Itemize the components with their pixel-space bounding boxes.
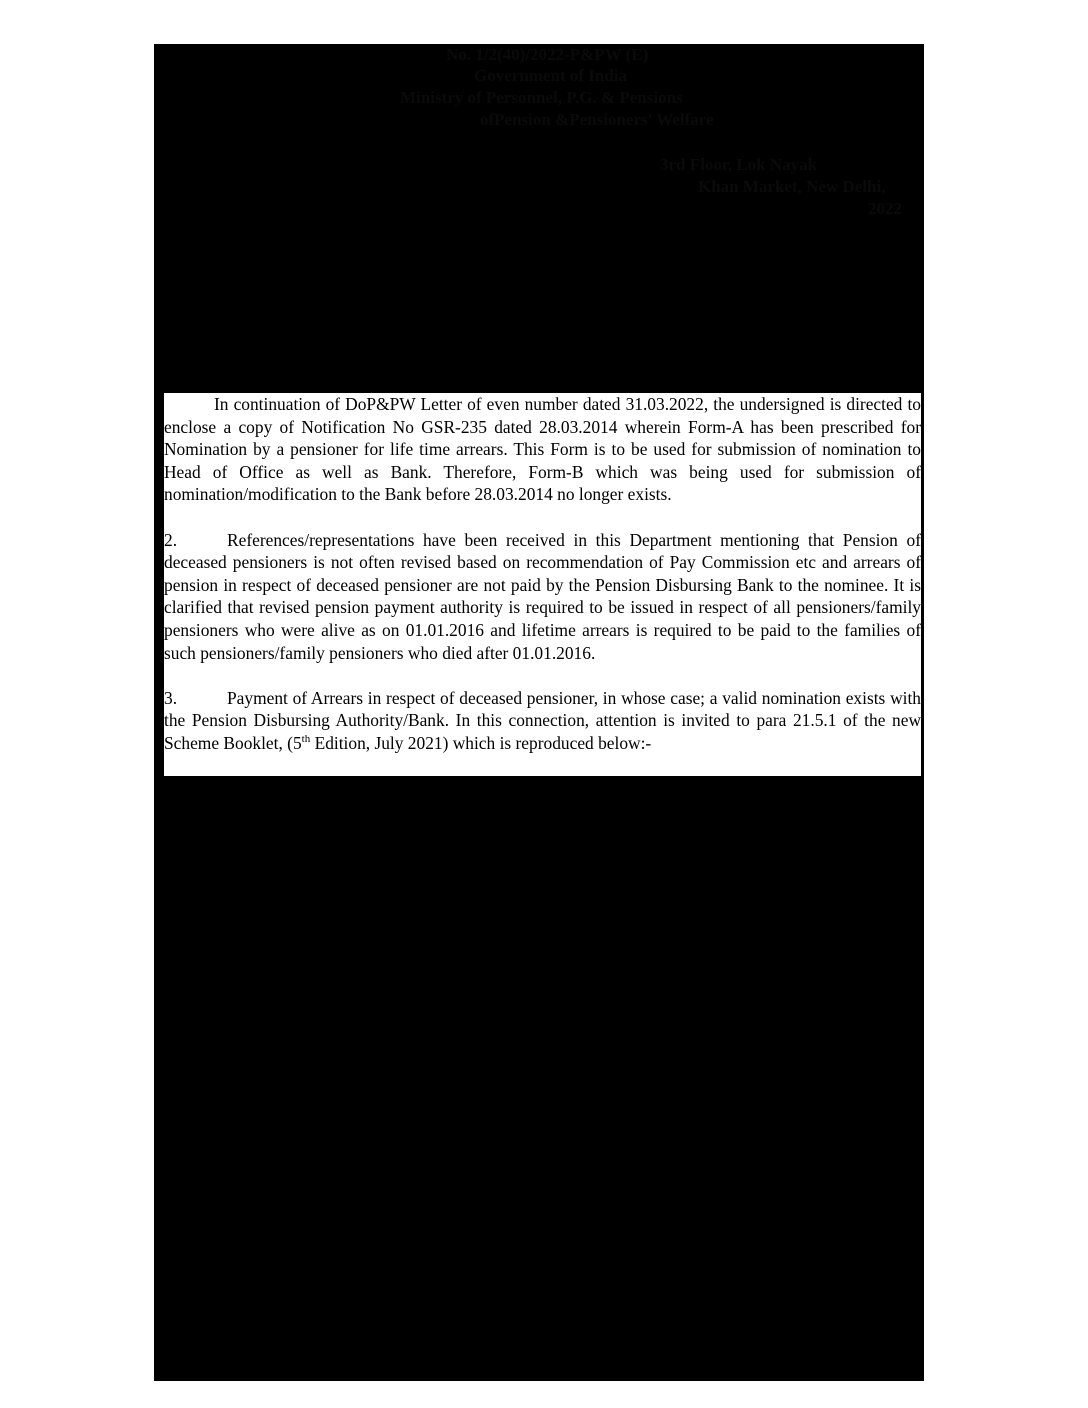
paragraph-3-text-end: Edition, July 2021) which is reproduced below:-	[310, 732, 652, 753]
paragraph-gap	[164, 506, 921, 529]
paragraph-2	[164, 529, 921, 665]
paragraph-3-text: Payment of Arrears in respect of deceased pensioner, in whose case; a valid nomination exists with the Pension Disbursing Authority/Bank. In this connection, attention is invited to para 21.5.1 of the new Scheme Booklet, (5	[164, 687, 921, 753]
government-line: Government of India	[474, 66, 627, 85]
paragraph-3-number: 3.	[164, 687, 178, 708]
letter-year: 2022	[868, 199, 902, 218]
address-line-1: 3rd Floor, Lok Nayak	[660, 155, 818, 174]
superscript-th: th	[301, 733, 311, 746]
letter-body	[164, 393, 921, 776]
paragraph-gap	[164, 664, 921, 687]
department-line: ofPension &Pensioners' Welfare	[480, 110, 714, 129]
paragraph-1: In continuation of DoP&PW Letter of even number dated 31.03.2022, the undersigned is directed to enclose a copy of Notification No GSR-235 dated 28.03.2014 wherein Form-A has been prescribed for Nomination by a pensioner for life time arrears. This Form is to be used for submission of nomination to Head of Office as well as Bank. Therefore, Form-B which was being used for submission of nomination/modification to the Bank before 28.03.2014 no longer exists.	[164, 394, 921, 505]
file-number: No. 1/2(40)/2022-P&PW (E)	[446, 45, 649, 64]
letter-header	[154, 44, 924, 392]
paragraph-3	[164, 687, 921, 755]
paragraph-2-number: 2.	[164, 529, 178, 550]
address-line-2: Khan Market, New Delhi,	[698, 177, 886, 196]
paragraph-2-text: References/representations have been received in this Department mentioning that Pension of deceased pensioners is not often revised based on recommendation of Pay Commission etc and arrears of pension in respect of deceased pensioner are not paid by the Pension Disbursing Bank to the nominee. It is clarified that revised pension payment authority is required to be issued in respect of all pensioners/family pensioners who were alive as on 01.01.2016 and lifetime arrears is required to be paid to the families of such pensioners/family pensioners who died after 01.01.2016.	[164, 529, 921, 663]
ministry-line: Ministry of Personnel, P.G. & Pensions	[400, 88, 683, 107]
